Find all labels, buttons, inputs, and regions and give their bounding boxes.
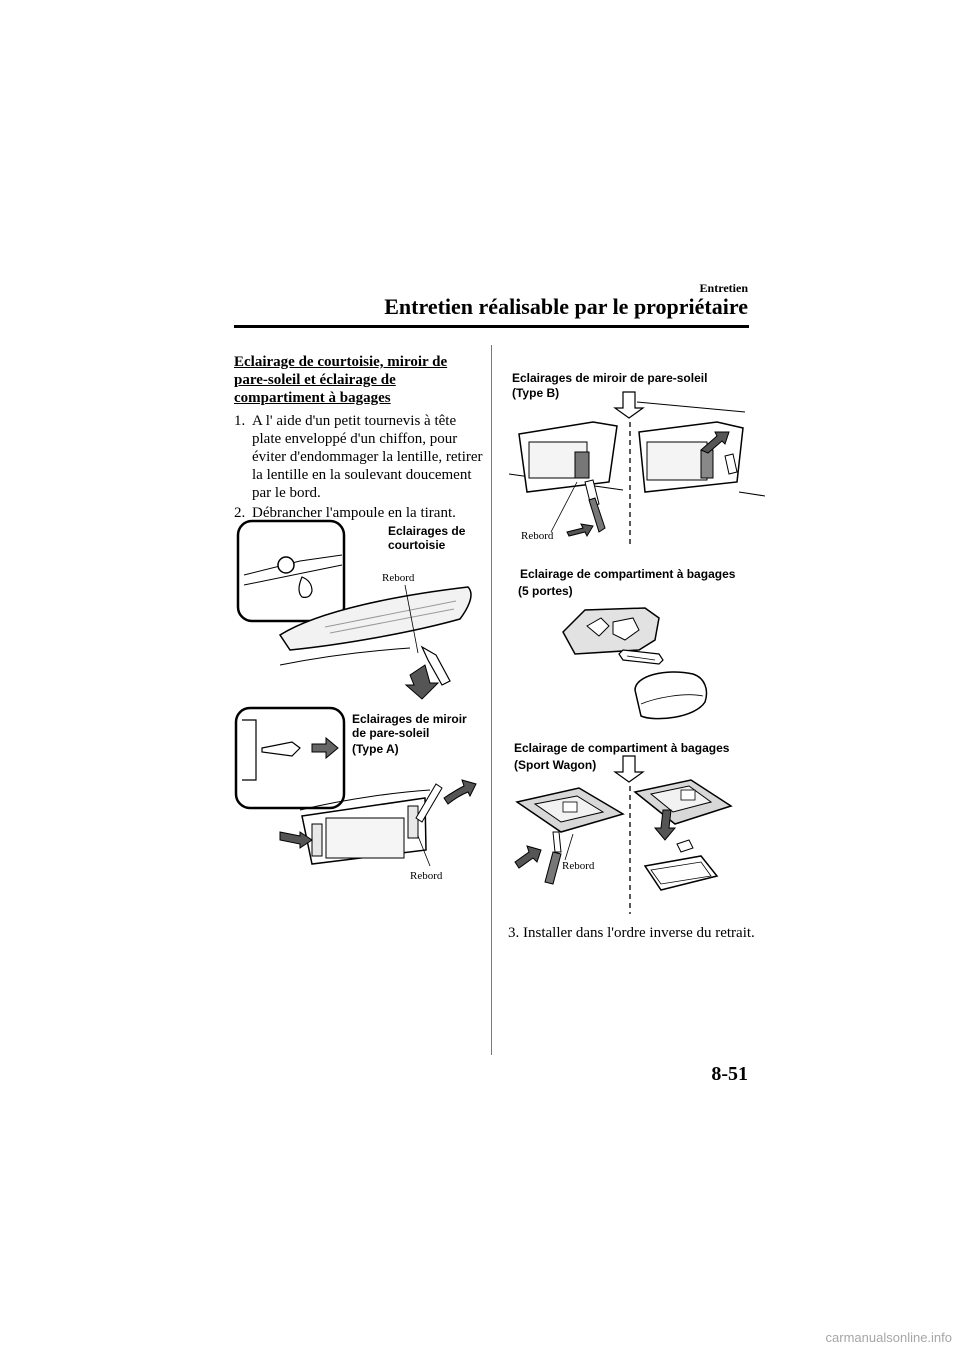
courtesy-light-illustration xyxy=(230,515,490,705)
step-text: Installer dans l'ordre inverse du retrait. xyxy=(523,925,755,941)
step-number: 1. xyxy=(234,413,246,429)
column-divider xyxy=(491,345,492,1055)
courtesy-callout-label: Rebord xyxy=(382,572,415,584)
cargo-5door-title: Eclairage de compartiment à bagages xyxy=(520,567,736,581)
vanity-type-b-title: Eclairages de miroir de pare-soleil xyxy=(512,371,708,385)
cargo-wagon-callout-label: Rebord xyxy=(562,860,595,872)
cargo-5door-illustration xyxy=(555,600,720,725)
section-heading: Eclairage de courtoisie, miroir de pare-soleil et éclairage de compartiment à bagages xyxy=(234,354,448,406)
vanity-type-a-subtitle: (Type A) xyxy=(352,742,399,756)
step-text: A l' aide d'un petit tournevis à tête plate enveloppé d'un chiffon, pour éviter d'endommager la lentille, retirer la lentille en la soulevant doucement par le bord. xyxy=(252,413,483,501)
page-number: 8-51 xyxy=(711,1063,748,1085)
vanity-b-callout-label: Rebord xyxy=(521,530,554,542)
cargo-wagon-illustration xyxy=(505,752,750,917)
cargo-5door-subtitle: (5 portes) xyxy=(518,584,573,598)
header-rule xyxy=(234,325,749,328)
vanity-a-callout-label: Rebord xyxy=(410,870,443,882)
step-number: 2. xyxy=(234,505,246,521)
cargo-wagon-title: Eclairage de compartiment à bagages xyxy=(514,741,730,755)
vanity-type-a-illustration xyxy=(230,700,490,875)
vanity-type-a-title: Eclairages de miroir de pare-soleil xyxy=(352,712,467,740)
header-section-label: Entretien xyxy=(699,281,748,295)
courtesy-light-label: Eclairages de courtoisie xyxy=(388,524,466,552)
vanity-type-b-subtitle: (Type B) xyxy=(512,386,560,400)
page-title: Entretien réalisable par le propriétaire xyxy=(384,294,748,319)
vanity-type-b-illustration xyxy=(505,382,765,547)
cargo-wagon-subtitle: (Sport Wagon) xyxy=(514,758,597,772)
step-3 xyxy=(508,925,768,942)
watermark: carmanualsonline.info xyxy=(825,1330,952,1345)
step-number: 3. xyxy=(508,925,520,941)
step-text: Débrancher l'ampoule en la tirant. xyxy=(252,505,456,521)
step-1 xyxy=(234,412,484,502)
